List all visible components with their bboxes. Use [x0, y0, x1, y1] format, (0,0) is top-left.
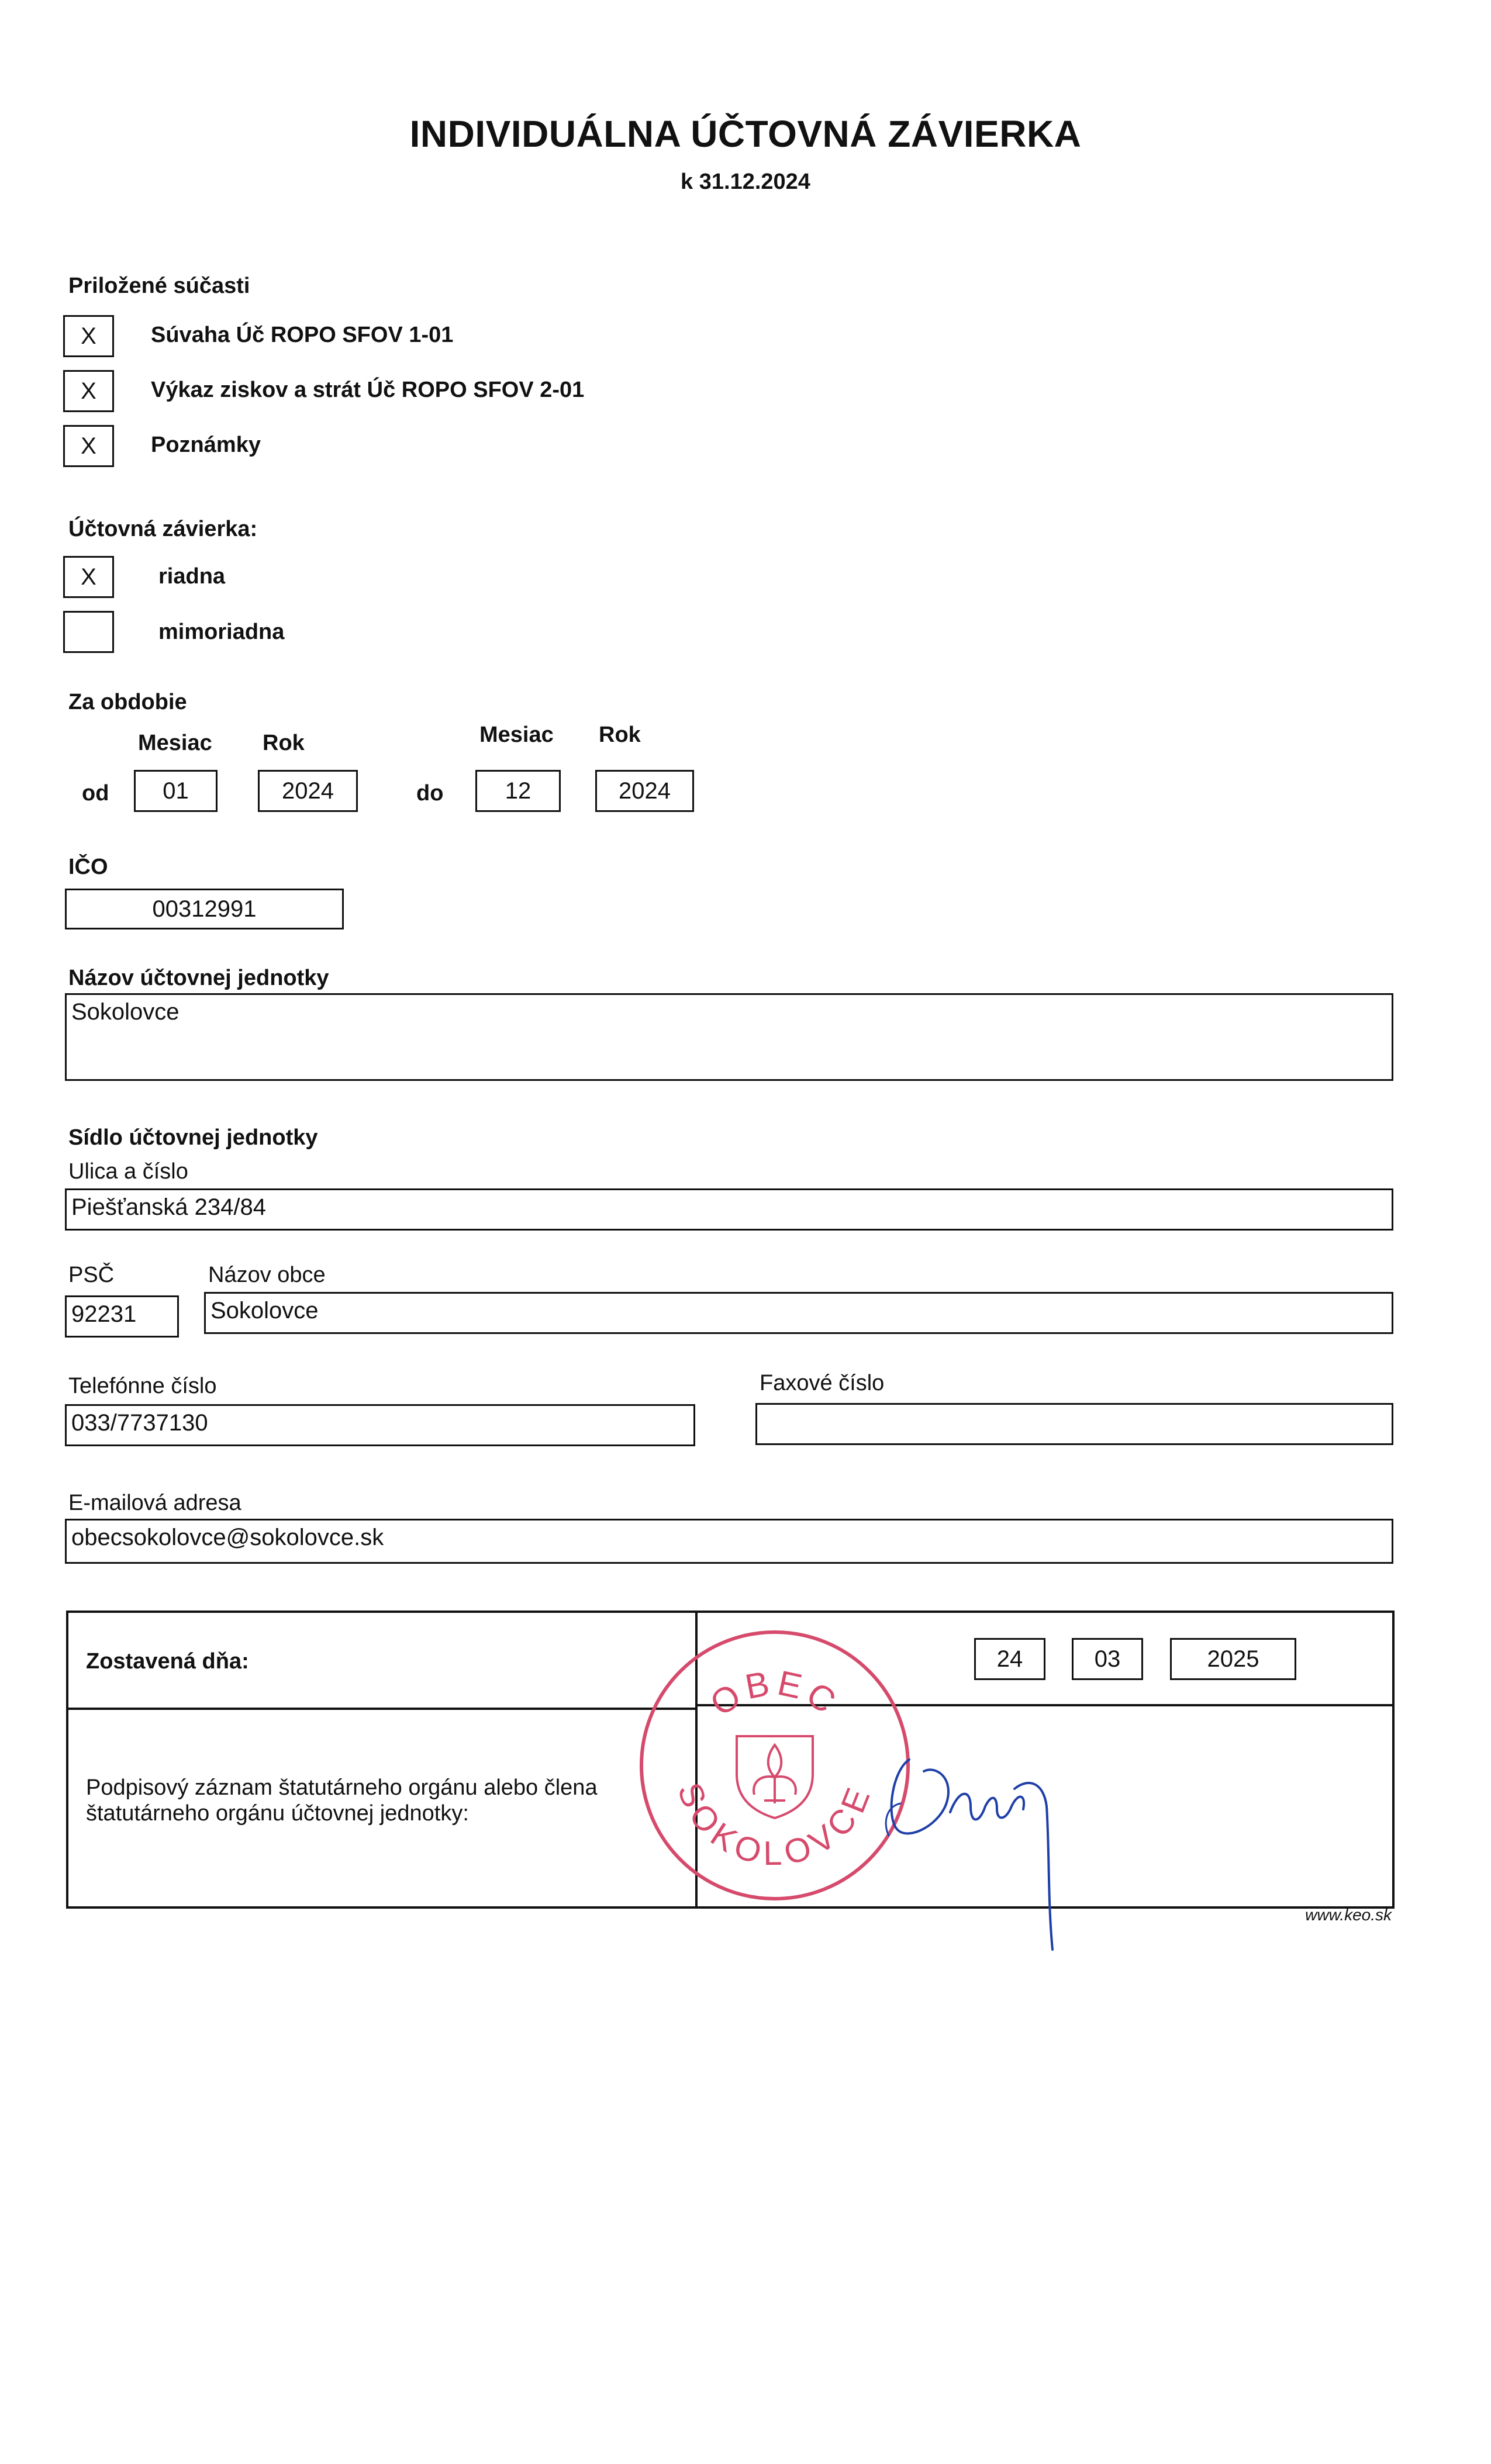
attachment-checkbox-balance[interactable]: X	[63, 315, 114, 357]
period-to-label: do	[416, 781, 444, 806]
ico-label: IČO	[68, 855, 108, 879]
attachment-label-balance: Súvaha Úč ROPO SFOV 1-01	[151, 323, 454, 347]
email-label: E-mailová adresa	[68, 1491, 241, 1515]
stamp-coat-of-arms-icon	[737, 1736, 813, 1818]
entity-name-field[interactable]: Sokolovce	[65, 993, 1393, 1081]
city-field[interactable]: Sokolovce	[204, 1292, 1393, 1334]
attachment-checkbox-notes[interactable]: X	[63, 425, 114, 467]
zip-field[interactable]: 92231	[65, 1295, 179, 1338]
closing-checkbox-regular[interactable]: X	[63, 556, 114, 598]
attachments-heading: Priložené súčasti	[68, 274, 250, 298]
period-to-year-label: Rok	[599, 723, 641, 747]
handwritten-signature	[883, 1748, 1117, 1970]
stamp-bottom-text: SOKOLOVCE	[669, 1777, 880, 1873]
stamp-top-text: OBEC	[703, 1663, 847, 1724]
signature-label: Podpisový záznam štatutárneho orgánu alebo člena štatutárneho orgánu účtovnej jednotky:	[86, 1775, 598, 1826]
attachment-label-notes: Poznámky	[151, 433, 261, 457]
compiled-year-field[interactable]: 2025	[1170, 1638, 1296, 1680]
period-from-month-field[interactable]: 01	[134, 770, 218, 812]
closing-label-extraordinary: mimoriadna	[158, 620, 285, 644]
period-from-month-label: Mesiac	[138, 731, 212, 755]
zip-label: PSČ	[68, 1263, 115, 1287]
entity-name-label: Názov účtovnej jednotky	[68, 966, 329, 990]
compiled-date-label: Zostavená dňa:	[86, 1649, 249, 1674]
period-from-year-label: Rok	[263, 731, 305, 755]
email-field[interactable]: obecsokolovce@sokolovce.sk	[65, 1519, 1393, 1564]
footer-website: www.keo.sk	[1305, 1906, 1392, 1924]
fax-field[interactable]	[755, 1403, 1393, 1445]
ico-field[interactable]: 00312991	[65, 889, 344, 929]
closing-label-regular: riadna	[158, 564, 226, 589]
fax-label: Faxové číslo	[760, 1371, 885, 1395]
period-to-month-field[interactable]: 12	[475, 770, 561, 812]
phone-field[interactable]: 033/7737130	[65, 1404, 695, 1446]
attachment-checkbox-income[interactable]: X	[63, 370, 114, 412]
address-heading: Sídlo účtovnej jednotky	[68, 1125, 318, 1150]
period-from-label: od	[82, 781, 109, 806]
document-title: INDIVIDUÁLNA ÚČTOVNÁ ZÁVIERKA	[409, 113, 1082, 155]
period-from-year-field[interactable]: 2024	[258, 770, 358, 812]
period-to-year-field[interactable]: 2024	[595, 770, 694, 812]
attachment-label-income: Výkaz ziskov a strát Úč ROPO SFOV 2-01	[151, 378, 585, 402]
closing-type-heading: Účtovná závierka:	[68, 517, 258, 541]
compiled-month-field[interactable]: 03	[1072, 1638, 1143, 1680]
street-field[interactable]: Piešťanská 234/84	[65, 1188, 1393, 1231]
document-date: k 31.12.2024	[681, 170, 810, 194]
official-stamp	[634, 1625, 915, 1906]
table-divider-left	[68, 1708, 696, 1710]
street-label: Ulica a číslo	[68, 1159, 188, 1184]
phone-label: Telefónne číslo	[68, 1374, 217, 1398]
closing-checkbox-extraordinary[interactable]	[63, 611, 114, 653]
period-heading: Za obdobie	[68, 690, 187, 714]
city-label: Názov obce	[208, 1263, 326, 1287]
compiled-day-field[interactable]: 24	[974, 1638, 1045, 1680]
period-to-month-label: Mesiac	[479, 723, 554, 747]
